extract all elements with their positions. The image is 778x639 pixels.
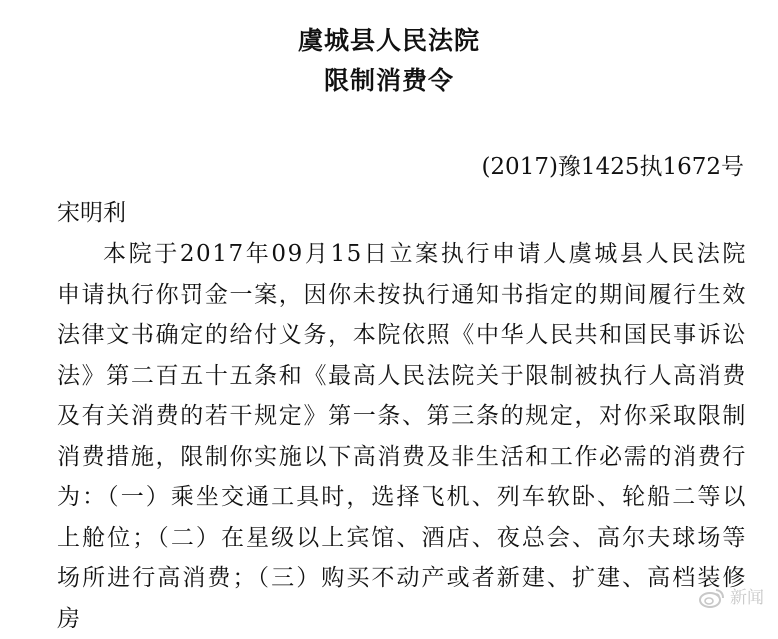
watermark <box>699 588 764 608</box>
court-name: 虞城县人民法院 <box>297 26 480 55</box>
watermark-text: 新闻 <box>730 588 764 608</box>
case-number: (2017)豫1425执1672号 <box>481 154 744 180</box>
order-body-paragraph: 本院于2017年09月15日立案执行申请人虞城县人民法院申请执行你罚金一案，因你未按执行通知书指定的期间履行生效法律文书确定的给付义务，本院依照《中华人民共和国民事诉讼法》第二百五十五条和《最高人民法院关于限制被执行人高消费及有关消费的若干规定》第一条、第三条的规定，对你采取限制消费措施，限制你实施以下高消费及非生活和工作必需的消费行为：（一）乘坐交通工具时，选择飞机、列车软卧、轮船二等以上舱位；（二）在星级以上宾馆、酒店、夜总会、高尔夫球场等场所进行高消费；（三）购买不动产或者新建、扩建、高档装修房 <box>57 241 747 632</box>
weibo-logo-icon <box>699 588 725 608</box>
addressee-name: 宋明利 <box>57 200 126 226</box>
document-title: 限制消费令 <box>323 66 454 95</box>
